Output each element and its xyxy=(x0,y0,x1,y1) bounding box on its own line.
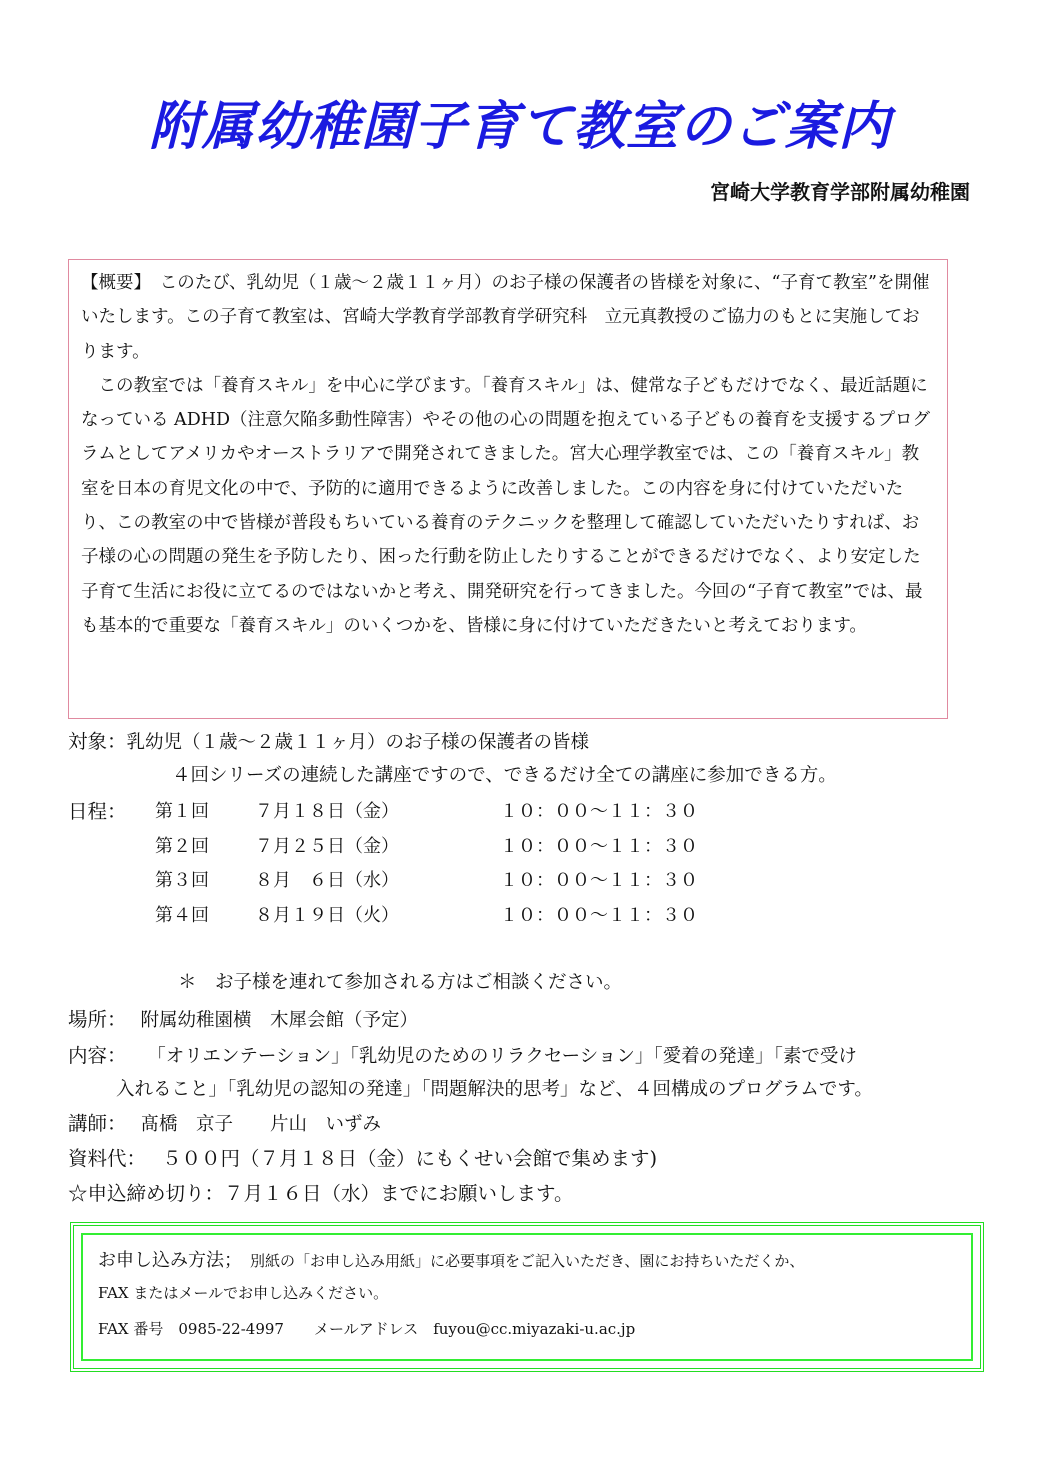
schedule-session: 第４回 xyxy=(155,904,209,926)
page-title: 附属幼稚園子育て教室のご案内 xyxy=(148,97,891,157)
schedule-session: 第１回 xyxy=(155,801,209,822)
target-note: ４回シリーズの連続した講座ですので、できるだけ全ての講座に参加できる方。 xyxy=(172,765,837,786)
schedule-time: １０：００～１１：３０ xyxy=(500,870,698,891)
apply-method-label: お申し込み方法； xyxy=(98,1250,242,1271)
schedule-date: ７月２５日（金） xyxy=(255,835,399,857)
schedule-date: ８月 ６日（水） xyxy=(255,870,399,891)
summary-paragraph: 【概要】 このたび、乳幼児（１歳～２歳１１ヶ月）のお子様の保護者の皆様を対象に、“子育て教室”を開催いたします。この子育て教室は、宮崎大学教育学部教育学研究科 立元真教授のご協力のもとに実施しております。 xyxy=(81,273,930,362)
schedule-session: 第２回 xyxy=(155,835,209,857)
fee-value: ５００円（７月１８日（金）にもくせい会館で集めます) xyxy=(162,1147,658,1170)
schedule-note: ＊ お子様を連れて参加される方はご相談ください。 xyxy=(178,972,623,993)
fee-line xyxy=(68,1143,657,1171)
content-label: 内容： xyxy=(68,1044,127,1067)
schedule-time: １０：００～１１：３０ xyxy=(500,835,698,857)
apply-method-line xyxy=(98,1246,804,1272)
place-line xyxy=(68,1004,418,1032)
lecturers-value: 髙橋 京子 片山 いずみ xyxy=(140,1114,382,1135)
place-label: 場所： xyxy=(68,1008,127,1031)
apply-method-text: 別紙の「お申し込み用紙」に必要事項をご記入いただき、園にお持ちいただくか、 xyxy=(250,1252,805,1270)
fee-label: 資料代： xyxy=(68,1147,147,1170)
schedule-session: 第３回 xyxy=(155,870,209,891)
summary-box xyxy=(68,259,948,719)
schedule-date: ８月１９日（火） xyxy=(255,904,399,926)
lecturers-line xyxy=(68,1108,381,1136)
apply-method-text-continued: FAX またはメールでお申し込みください。 xyxy=(98,1284,389,1302)
target-value: 乳幼児（１歳～２歳１１ヶ月）のお子様の保護者の皆様 xyxy=(126,732,590,753)
schedule-label: 日程： xyxy=(68,800,127,823)
deadline-line: ☆申込締め切り：７月１６日（水）までにお願いします。 xyxy=(68,1182,574,1205)
schedule-time: １０：００～１１：３０ xyxy=(500,801,698,822)
organization-name: 宮崎大学教育学部附属幼稚園 xyxy=(710,180,970,204)
target-line xyxy=(68,726,589,754)
content-line xyxy=(68,1040,857,1068)
schedule-time: １０：００～１１：３０ xyxy=(500,904,698,926)
place-value: 附属幼稚園横 木犀会館（予定） xyxy=(140,1010,419,1031)
content-value: 「オリエンテーション」「乳幼児のためのリラクセーション」「愛着の発達」「素で受け xyxy=(156,1046,857,1067)
schedule-date: ７月１８日（金） xyxy=(255,801,399,822)
summary-paragraph: この教室では「養育スキル」を中心に学びます。「養育スキル」は、健常な子どもだけでなく、最近話題になっている ADHD（注意欠陥多動性障害）やその他の心の問題を抱えている子どもの養育を支援するプログラムとしてアメリカやオーストラリアで開発されてきました。宮大心理学教室では、この「養育スキル」教室を日本の育児文化の中で、予防的に適用できるように改善しました。この内容を身に付けていただいたり、この教室の中で皆様が普段もちいている養育のテクニックを整理して確認していただいたりすれば、お子様の心の問題の発生を予防したり、困った行動を防止したりすることができるだけでなく、より安定した子育て生活にお役に立てるのではないかと考え、開発研究を行ってきました。今回の“子育て教室”では、最も基本的で重要な「養育スキル」のいくつかを、皆様に身に付けていただきたいと考えております。 xyxy=(81,375,931,636)
apply-box xyxy=(70,1222,984,1372)
lecturers-label: 講師： xyxy=(68,1112,127,1135)
content-value-continued: 入れること」「乳幼児の認知の発達」「問題解決的思考」など、４回構成のプログラムです。 xyxy=(116,1079,873,1100)
apply-contact: FAX 番号 0985-22-4997 メールアドレス fuyou@cc.miyazaki-u.ac.jp xyxy=(98,1320,636,1338)
target-label: 対象： xyxy=(68,730,127,753)
